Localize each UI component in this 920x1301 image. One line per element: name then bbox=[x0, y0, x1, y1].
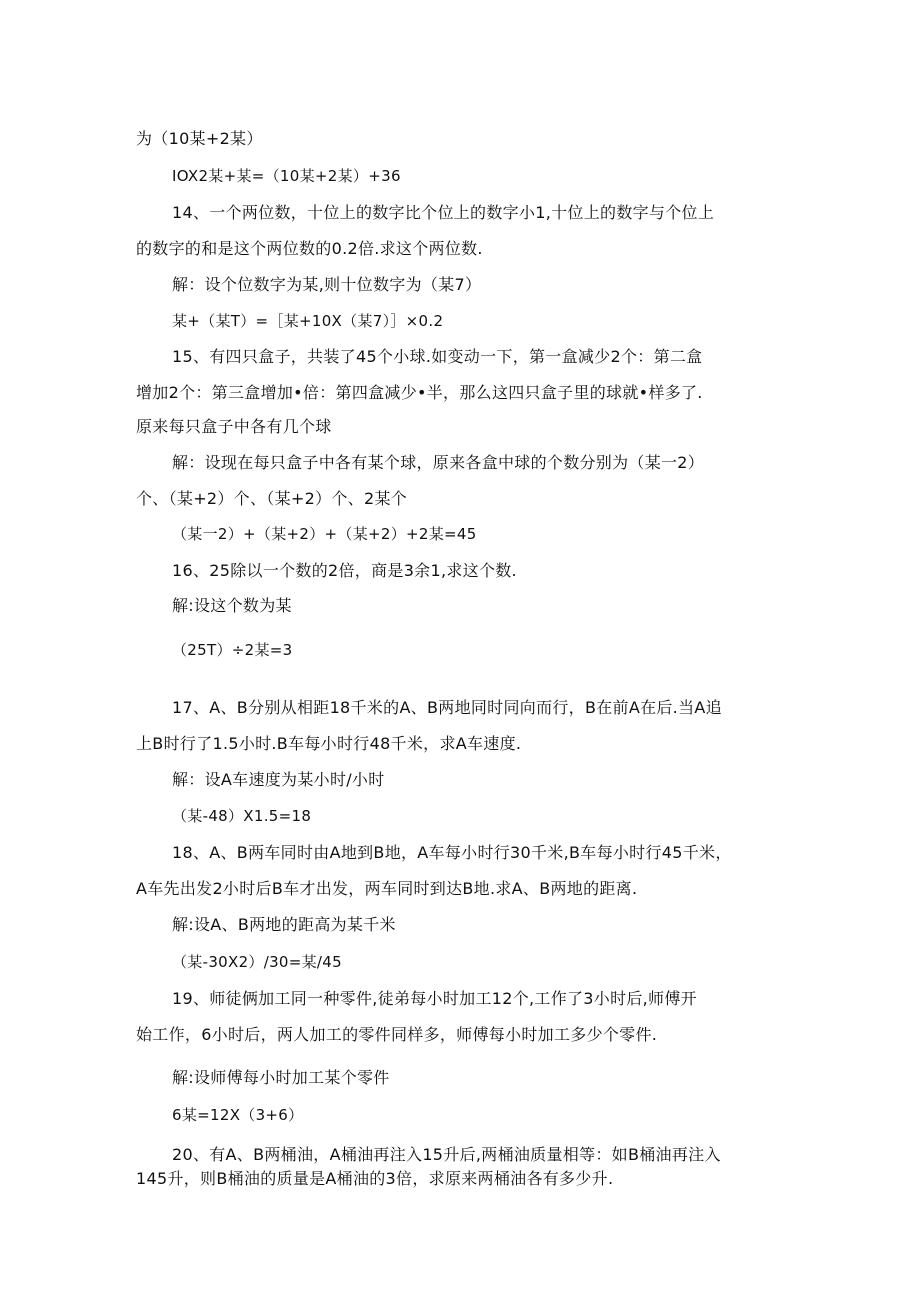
problem-18-line-1: 18、A、B两车同时由A地到B地，A车每小时行30千米,B车每小时行45千米， bbox=[172, 843, 732, 862]
solution-line: 解:设A、B两地的距高为某千米 bbox=[172, 915, 396, 934]
solution-line: 解:设师傅每小时加工某个零件 bbox=[172, 1068, 390, 1087]
equation-line: 6某=12X（3+6） bbox=[172, 1106, 304, 1124]
equation-line: （25T）÷2某=3 bbox=[172, 641, 293, 659]
solution-line-2: 个、（某+2）个、（某+2）个、2某个 bbox=[136, 489, 408, 508]
problem-15-line-2: 增加2个：第三盒增加•倍：第四盒减少•半，那么这四只盒子里的球就•样多了. bbox=[136, 383, 703, 402]
problem-18-line-2: A车先出发2小时后B车才出发，两车同时到达B地.求A、B两地的距离. bbox=[136, 879, 638, 898]
problem-16-line-1: 16、25除以一个数的2倍，商是3余1,求这个数. bbox=[172, 561, 517, 580]
problem-17-line-1: 17、A、B分别从相距18千米的A、B两地同时同向而行，B在前A在后.当A追 bbox=[172, 698, 722, 717]
problem-19-line-2: 始工作，6小时后，两人加工的零件同样多，师傅每小时加工多少个零件. bbox=[136, 1025, 658, 1044]
equation-line: （某-48）X1.5=18 bbox=[172, 807, 312, 825]
solution-line: 解:设这个数为某 bbox=[172, 596, 292, 615]
equation-line: 某+（某T）=［某+10X（某7）］×0.2 bbox=[172, 312, 444, 330]
problem-15-line-1: 15、有四只盒子，共装了45个小球.如变动一下，第一盒减少2个：第二盒 bbox=[172, 347, 703, 366]
problem-20-line-1: 20、有A、B两桶油，A桶油再注入15升后,两桶油质量相等：如B桶油再注入 bbox=[172, 1145, 721, 1164]
problem-17-line-2: 上B时行了1.5小时.B车每小时行48千米，求A车速度. bbox=[136, 734, 522, 753]
text-line: 为（10某+2某） bbox=[136, 129, 263, 148]
problem-20-line-2: 145升，则B桶油的质量是A桶油的3倍，求原来两桶油各有多少升. bbox=[136, 1169, 614, 1188]
equation-line: IOX2某+某=（10某+2某）+36 bbox=[172, 167, 401, 185]
equation-line: （某-30X2）/30=某/45 bbox=[172, 953, 342, 971]
problem-19-line-1: 19、师徒俩加工同一种零件,徒弟每小时加工12个,工作了3小时后,师傅开 bbox=[172, 989, 697, 1008]
solution-line: 解：设个位数字为某,则十位数字为（某7） bbox=[172, 275, 482, 294]
problem-14-line-1: 14、一个两位数，十位上的数字比个位上的数字小1,十位上的数字与个位上 bbox=[172, 203, 715, 222]
problem-15-line-3: 原来每只盒子中各有几个球 bbox=[136, 417, 332, 436]
equation-line: （某一2）+（某+2）+（某+2）+2某=45 bbox=[172, 525, 477, 543]
solution-line: 解：设现在每只盒子中各有某个球，原来各盒中球的个数分别为（某一2） bbox=[172, 453, 705, 472]
problem-14-line-2: 的数字的和是这个两位数的0.2倍.求这个两位数. bbox=[136, 239, 483, 258]
solution-line: 解：设A车速度为某小时/小时 bbox=[172, 770, 385, 789]
